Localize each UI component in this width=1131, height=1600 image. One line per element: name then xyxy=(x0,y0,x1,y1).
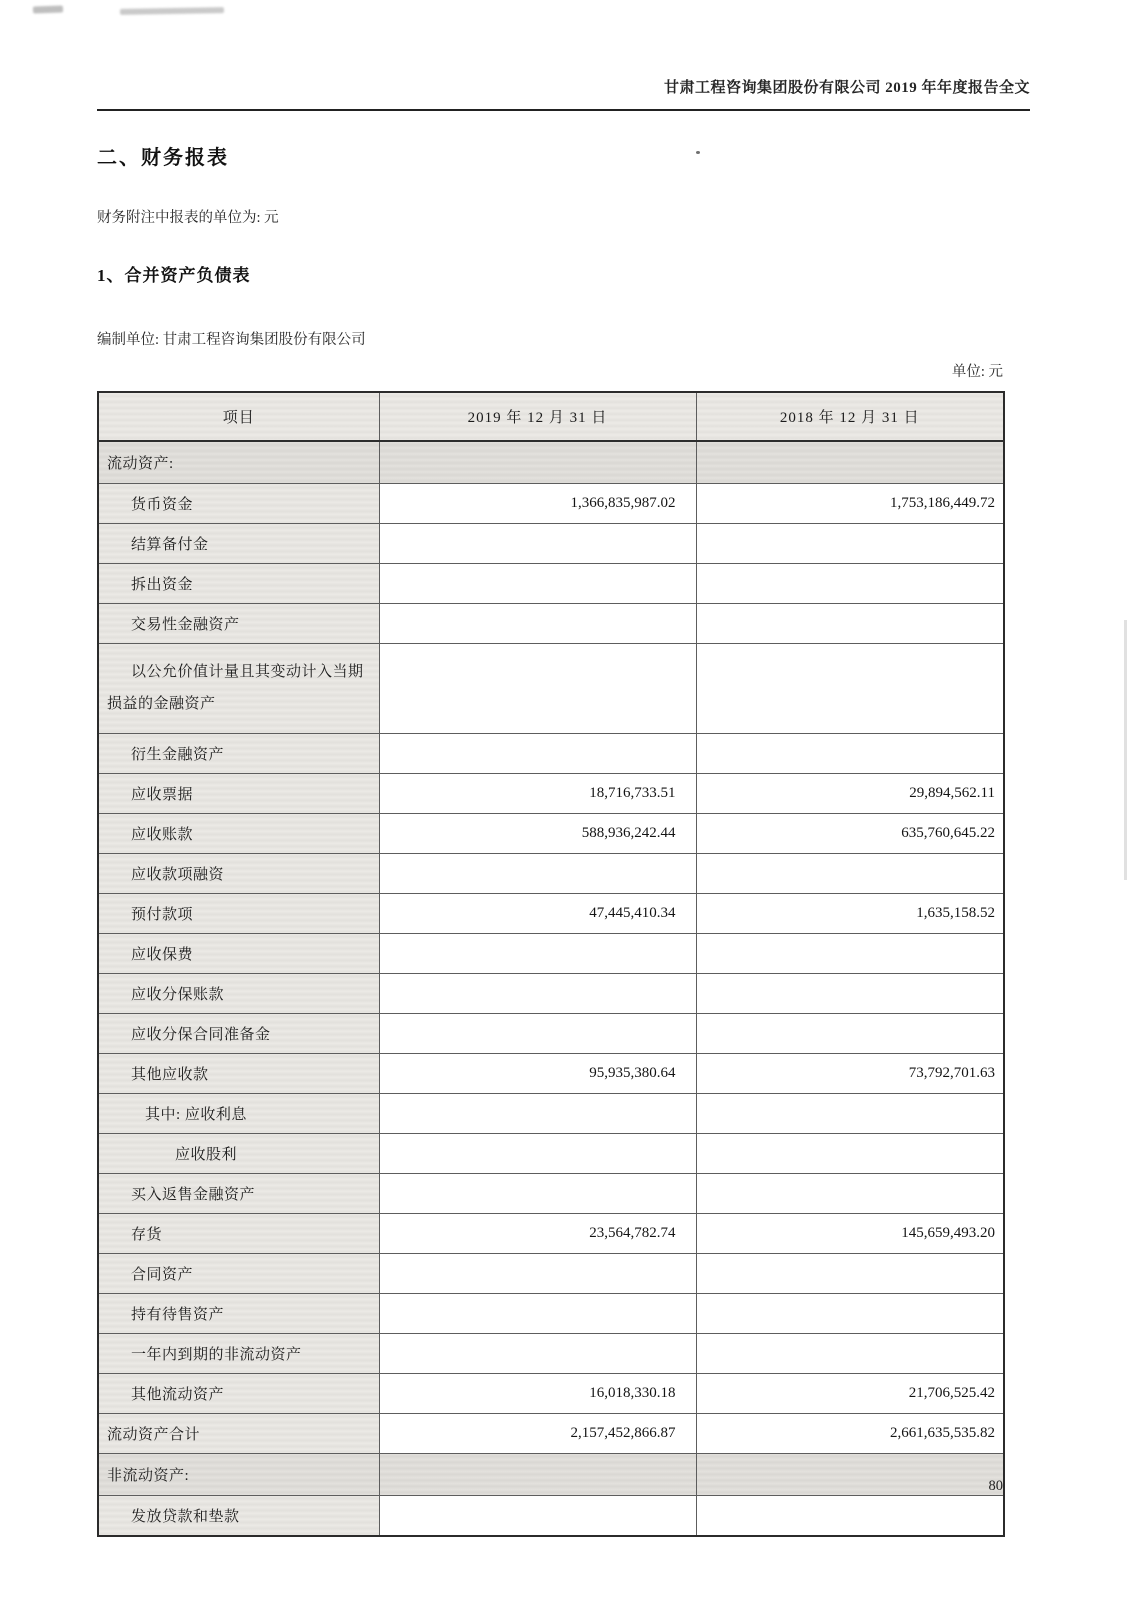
column-header-2018: 2018 年 12 月 31 日 xyxy=(696,392,1004,441)
value-2018 xyxy=(696,644,1004,734)
row-label: 应收票据 xyxy=(98,773,379,813)
value-2018: 635,760,645.22 xyxy=(696,813,1004,853)
row-label: 应收账款 xyxy=(98,813,379,853)
table-row xyxy=(98,1093,1004,1133)
value-2018: 21,706,525.42 xyxy=(696,1373,1004,1413)
row-label: 流动资产: xyxy=(98,441,379,484)
value-2019 xyxy=(379,1013,696,1053)
header-row xyxy=(98,392,1004,441)
row-label: 流动资产合计 xyxy=(98,1413,379,1453)
row-label: 发放贷款和垫款 xyxy=(98,1495,379,1536)
row-label: 衍生金融资产 xyxy=(98,733,379,773)
value-2018 xyxy=(696,1173,1004,1213)
table-row xyxy=(98,441,1004,484)
value-2019 xyxy=(379,1173,696,1213)
row-label: 以公允价值计量且其变动计入当期损益的金融资产 xyxy=(98,644,379,734)
value-2018: 29,894,562.11 xyxy=(696,773,1004,813)
subsection-title: 1、合并资产负债表 xyxy=(97,266,251,285)
value-2018 xyxy=(696,441,1004,484)
value-2019: 95,935,380.64 xyxy=(379,1053,696,1093)
table-row xyxy=(98,1293,1004,1333)
row-label: 其中: 应收利息 xyxy=(98,1093,379,1133)
table-row xyxy=(98,973,1004,1013)
table-row xyxy=(98,853,1004,893)
value-2018 xyxy=(696,1253,1004,1293)
row-label: 非流动资产: xyxy=(98,1453,379,1495)
value-2018 xyxy=(696,1093,1004,1133)
value-2018 xyxy=(696,733,1004,773)
value-2019: 23,564,782.74 xyxy=(379,1213,696,1253)
value-2019 xyxy=(379,1133,696,1173)
header-rule xyxy=(97,109,1030,111)
row-label: 应收分保账款 xyxy=(98,973,379,1013)
document-header-title: 甘肃工程咨询集团股份有限公司 2019 年年度报告全文 xyxy=(663,80,1030,96)
table-row xyxy=(98,564,1004,604)
value-2019 xyxy=(379,644,696,734)
row-label: 结算备付金 xyxy=(98,524,379,564)
value-2019: 16,018,330.18 xyxy=(379,1373,696,1413)
prepared-by-line: 编制单位: 甘肃工程咨询集团股份有限公司 xyxy=(97,332,366,348)
value-2019 xyxy=(379,1495,696,1536)
table-row xyxy=(98,484,1004,524)
table-row xyxy=(98,893,1004,933)
value-2019 xyxy=(379,1093,696,1133)
row-label: 合同资产 xyxy=(98,1253,379,1293)
value-2018: 73,792,701.63 xyxy=(696,1053,1004,1093)
table-row xyxy=(98,1413,1004,1453)
value-2019: 47,445,410.34 xyxy=(379,893,696,933)
table-row xyxy=(98,1373,1004,1413)
row-label: 预付款项 xyxy=(98,893,379,933)
value-2019 xyxy=(379,604,696,644)
value-2018 xyxy=(696,1133,1004,1173)
value-2018: 1,635,158.52 xyxy=(696,893,1004,933)
row-label: 存货 xyxy=(98,1213,379,1253)
table-row xyxy=(98,1253,1004,1293)
row-label: 应收保费 xyxy=(98,933,379,973)
row-label: 拆出资金 xyxy=(98,564,379,604)
value-2019 xyxy=(379,564,696,604)
value-2018 xyxy=(696,564,1004,604)
value-2019: 2,157,452,866.87 xyxy=(379,1413,696,1453)
table-row xyxy=(98,1053,1004,1093)
value-2018: 2,661,635,535.82 xyxy=(696,1413,1004,1453)
balance-sheet-table xyxy=(97,391,1005,1537)
column-header-2019: 2019 年 12 月 31 日 xyxy=(379,392,696,441)
value-2019: 588,936,242.44 xyxy=(379,813,696,853)
value-2019 xyxy=(379,1333,696,1373)
table-row xyxy=(98,773,1004,813)
balance-sheet-body xyxy=(98,441,1004,1536)
section-title: 二、财务报表 xyxy=(97,147,229,169)
value-2018 xyxy=(696,1013,1004,1053)
value-2018 xyxy=(696,1495,1004,1536)
column-header-item: 项目 xyxy=(98,392,379,441)
value-2019 xyxy=(379,524,696,564)
value-2019 xyxy=(379,1293,696,1333)
value-2019 xyxy=(379,853,696,893)
table-header xyxy=(98,392,1004,441)
table-row xyxy=(98,1213,1004,1253)
row-label: 其他流动资产 xyxy=(98,1373,379,1413)
value-2019: 18,716,733.51 xyxy=(379,773,696,813)
table-row xyxy=(98,1133,1004,1173)
value-2018 xyxy=(696,933,1004,973)
row-label: 持有待售资产 xyxy=(98,1293,379,1333)
value-2019 xyxy=(379,933,696,973)
scan-speck xyxy=(696,151,700,154)
table-row xyxy=(98,933,1004,973)
table-row xyxy=(98,733,1004,773)
row-label: 应收款项融资 xyxy=(98,853,379,893)
value-2018 xyxy=(696,1333,1004,1373)
value-2018 xyxy=(696,1293,1004,1333)
unit-label: 单位: 元 xyxy=(951,364,1003,380)
table-row xyxy=(98,524,1004,564)
row-label: 买入返售金融资产 xyxy=(98,1173,379,1213)
table-row xyxy=(98,644,1004,734)
value-2018 xyxy=(696,524,1004,564)
table-row xyxy=(98,1173,1004,1213)
table-row xyxy=(98,1495,1004,1536)
value-2018 xyxy=(696,853,1004,893)
table-row xyxy=(98,1013,1004,1053)
value-2018 xyxy=(696,604,1004,644)
row-label: 货币资金 xyxy=(98,484,379,524)
row-label: 应收股利 xyxy=(98,1133,379,1173)
table-row xyxy=(98,604,1004,644)
value-2019 xyxy=(379,1253,696,1293)
page-number: 80 xyxy=(988,1478,1003,1494)
table-row xyxy=(98,1333,1004,1373)
scan-edge-shadow xyxy=(1124,620,1127,880)
row-label: 其他应收款 xyxy=(98,1053,379,1093)
table-row xyxy=(98,813,1004,853)
unit-note: 财务附注中报表的单位为: 元 xyxy=(97,210,279,226)
value-2019 xyxy=(379,973,696,1013)
value-2019 xyxy=(379,441,696,484)
value-2019 xyxy=(379,733,696,773)
value-2018: 145,659,493.20 xyxy=(696,1213,1004,1253)
value-2018: 1,753,186,449.72 xyxy=(696,484,1004,524)
row-label: 应收分保合同准备金 xyxy=(98,1013,379,1053)
row-label: 一年内到期的非流动资产 xyxy=(98,1333,379,1373)
scan-smudge xyxy=(33,5,63,13)
row-label: 交易性金融资产 xyxy=(98,604,379,644)
value-2019: 1,366,835,987.02 xyxy=(379,484,696,524)
value-2018 xyxy=(696,973,1004,1013)
